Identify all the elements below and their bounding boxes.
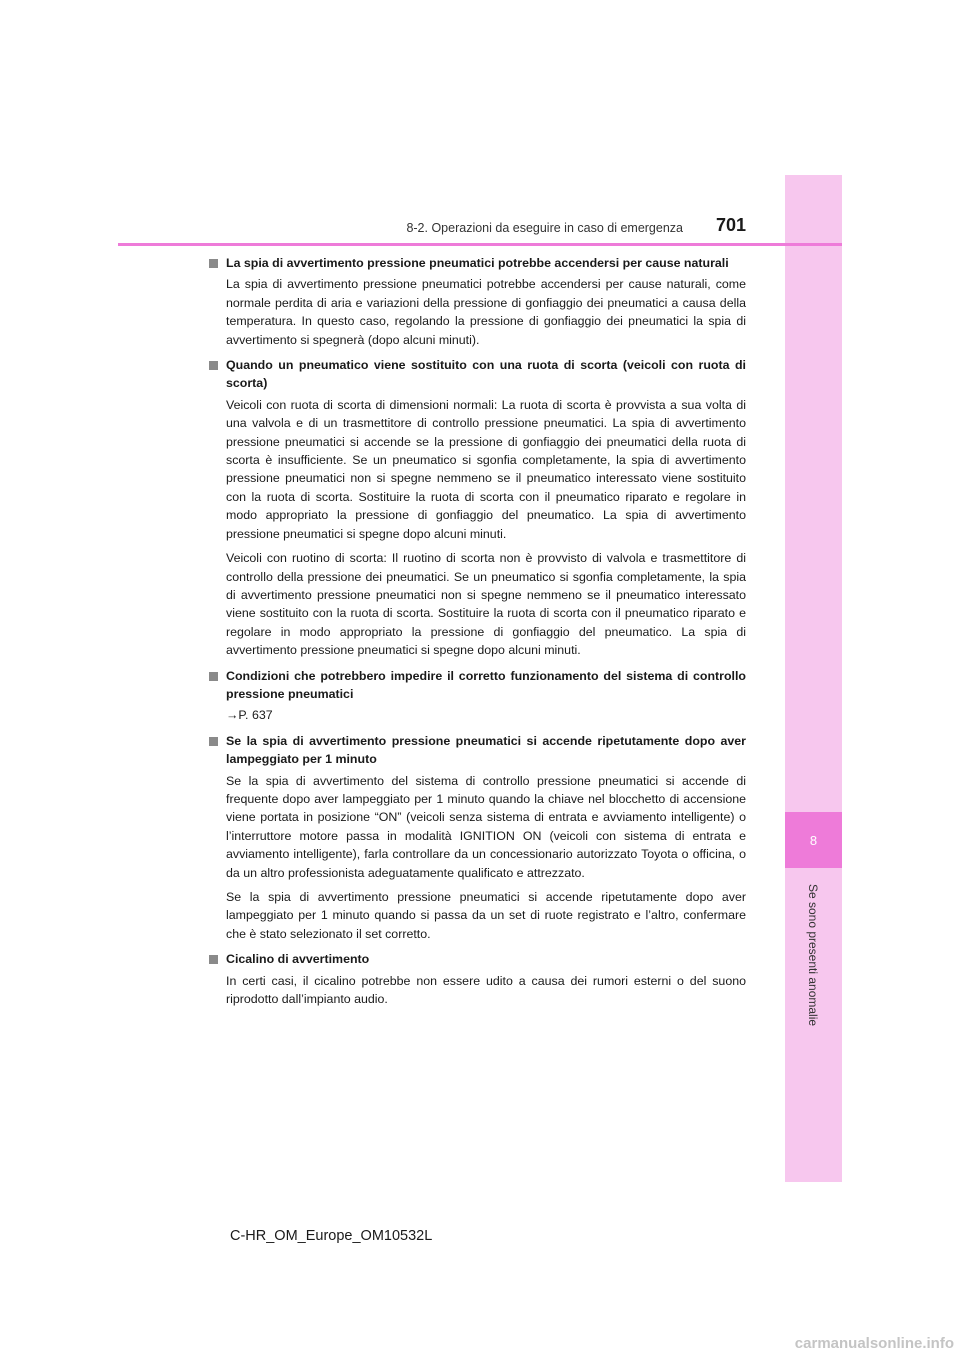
section-heading: Condizioni che potrebbero impedire il corretto funzionamento del sistema di controllo pressione pneumatici xyxy=(209,667,746,704)
square-bullet-icon xyxy=(209,259,218,268)
paragraph: La spia di avvertimento pressione pneumatici potrebbe accendersi per cause naturali, come normale perdita di aria e variazioni della pressione di gonfiaggio dei pneumatici a causa della temperatura. In questo caso, regolando la pressione di gonfiaggio dei pneumatici la spia di avvertimento si spegnerà (dopo alcuni minuti). xyxy=(226,277,746,347)
square-bullet-icon xyxy=(209,737,218,746)
section-title: 8-2. Operazioni da eseguire in caso di emergenza xyxy=(406,221,683,235)
chapter-side-tab xyxy=(785,175,842,1182)
square-bullet-icon xyxy=(209,672,218,681)
square-bullet-icon xyxy=(209,955,218,964)
paragraph: Se la spia di avvertimento pressione pneumatici si accende ripetutamente dopo aver lampeggiato per 1 minuto quando si passa da un set di ruote registrato e l’altro, confermare che è stato selezionato il set corretto. xyxy=(226,890,746,941)
watermark: carmanualsonline.info xyxy=(794,1335,954,1352)
paragraph: In certi casi, il cicalino potrebbe non essere udito a causa dei rumori esterni o del suono riprodotto dall’impianto audio. xyxy=(226,973,746,1007)
document-code: C-HR_OM_Europe_OM10532L xyxy=(230,1228,433,1244)
section-item xyxy=(209,667,746,725)
header-divider xyxy=(118,243,842,246)
paragraph: Se la spia di avvertimento del sistema di controllo pressione pneumatici si accende di frequente dopo aver lampeggiato per 1 minuto quando la chiave nel blocchetto di accensione viene portata in posizione “ON” (veicoli senza sistema di entrata e avviamento intelligente) o l’interruttore motore passa in modalità IGNITION ON (veicoli con sistema di entrata e avviamento intelligente), farla controllare da un concessionario autorizzato Toyota o officina, o da un altro professionista adeguatamente qualificato e attrezzato. xyxy=(226,773,746,880)
page-number: 701 xyxy=(716,215,747,235)
section-item xyxy=(209,950,746,1008)
page-content xyxy=(209,254,746,1015)
paragraph: Veicoli con ruota di scorta di dimensioni normali: La ruota di scorta è provvista a sua volta di una valvola e di un trasmettitore di controllo pressione pneumatici. La spia di avvertimento pressione pneumatici si accende se la pressione di gonfiaggio dei pneumatici della ruota di scorta è insufficiente. Se un pneumatico si sgonfia completamente, la spia di avvertimento pressione pneumatici non si spegne nemmeno se il pneumatico interessato viene sostituito con la ruota di scorta. Sostituire la ruota di scorta con il pneumatico riparato e regolare in modo appropriato la pressione di gonfiaggio del pneumatico. La spia di avvertimento pressione pneumatici si spegne dopo alcuni minuti. xyxy=(226,397,746,541)
section-item xyxy=(209,356,746,660)
chapter-number-box xyxy=(785,812,842,868)
section-heading: Quando un pneumatico viene sostituito con una ruota di scorta (veicoli con ruota di scorta) xyxy=(209,356,746,393)
section-item xyxy=(209,732,746,943)
chapter-label: Se sono presenti anomalie xyxy=(806,883,820,1027)
square-bullet-icon xyxy=(209,361,218,370)
section-heading: Cicalino di avvertimento xyxy=(209,950,746,968)
page-reference-link[interactable]: →P. 637 xyxy=(226,708,273,723)
section-item xyxy=(209,254,746,349)
chapter-number: 8 xyxy=(809,832,818,848)
section-heading: Se la spia di avvertimento pressione pneumatici si accende ripetutamente dopo aver lampeggiato per 1 minuto xyxy=(209,732,746,769)
section-heading: La spia di avvertimento pressione pneumatici potrebbe accendersi per cause naturali xyxy=(209,254,746,272)
paragraph: Veicoli con ruotino di scorta: Il ruotino di scorta non è provvisto di valvola e trasmettitore di controllo della pressione dei pneumatici. Se un pneumatico si sgonfia completamente, la spia di avvertimento pressione pneumatici non si spegne nemmeno se il pneumatico interessato viene sostituito con la ruota di scorta. Sostituire la ruota di scorta con il pneumatico riparato e regolare in modo appropriato la pressione di gonfiaggio del pneumatico. La spia di avvertimento pressione pneumatici si spegne dopo alcuni minuti. xyxy=(226,551,746,658)
